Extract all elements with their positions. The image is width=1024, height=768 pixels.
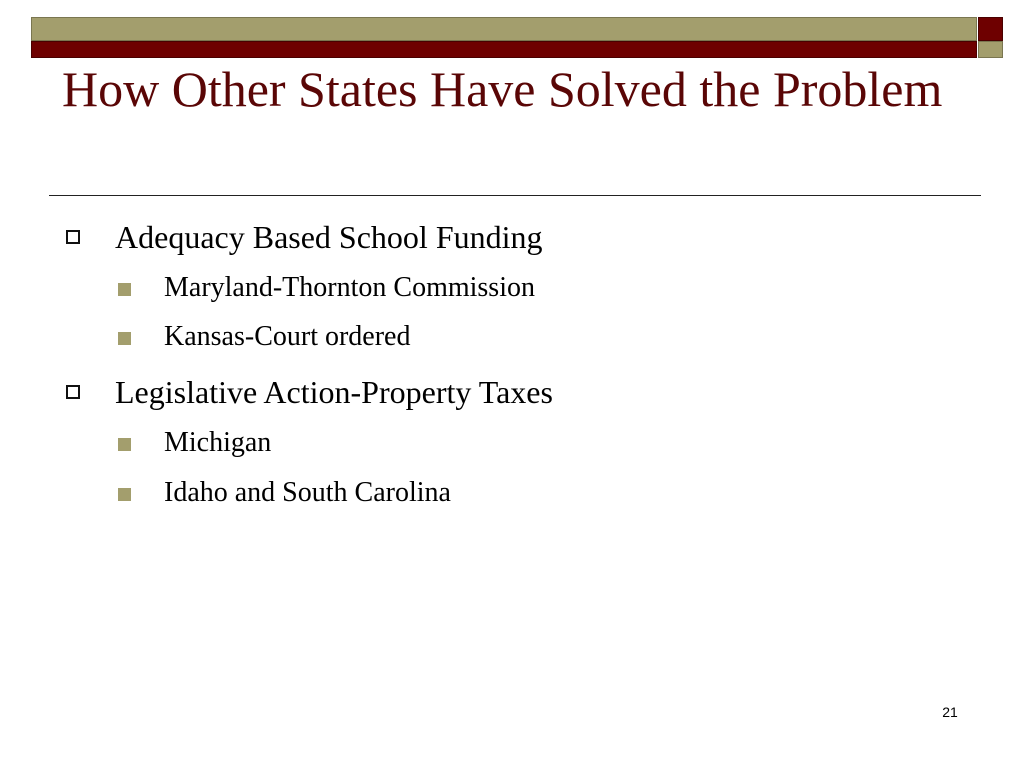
sub-bullet-label: Michigan [164, 427, 272, 458]
hollow-square-bullet-icon [66, 230, 80, 244]
sub-bullet-label: Kansas-Court ordered [164, 321, 411, 352]
filled-square-bullet-icon [118, 438, 131, 451]
header-corner-square-olive [978, 41, 1003, 58]
sub-bullet-label: Maryland-Thornton Commission [164, 272, 535, 303]
slide-title: How Other States Have Solved the Problem [62, 61, 943, 117]
header-corner-square-maroon [978, 17, 1003, 41]
filled-square-bullet-icon [118, 488, 131, 501]
filled-square-bullet-icon [118, 332, 131, 345]
hollow-square-bullet-icon [66, 385, 80, 399]
bullet-label: Adequacy Based School Funding [115, 219, 543, 255]
page-number: 21 [942, 704, 958, 720]
filled-square-bullet-icon [118, 283, 131, 296]
sub-bullet-label: Idaho and South Carolina [164, 477, 451, 508]
bullet-label: Legislative Action-Property Taxes [115, 374, 553, 410]
title-divider [49, 195, 981, 196]
header-band-olive [31, 17, 977, 41]
